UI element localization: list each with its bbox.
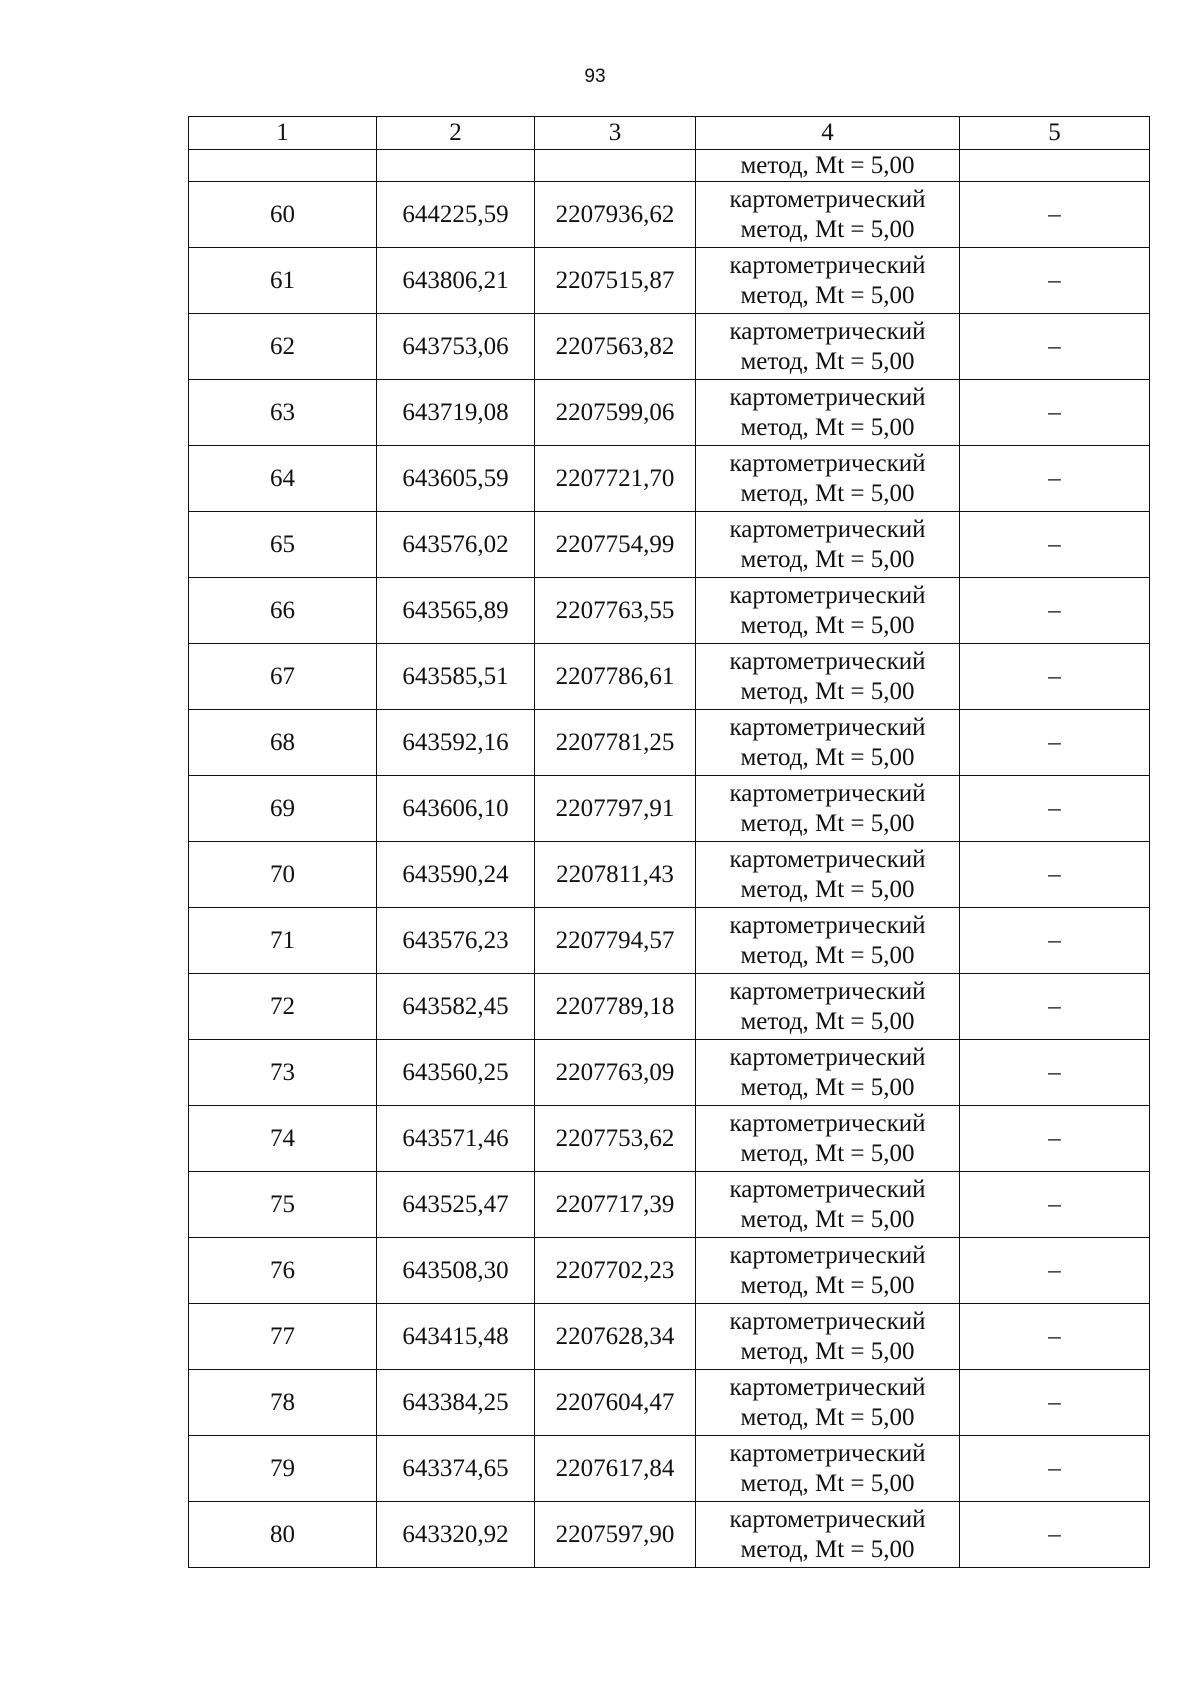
note-cell: – bbox=[960, 578, 1150, 644]
note-cell: – bbox=[960, 512, 1150, 578]
note-cell: – bbox=[960, 974, 1150, 1040]
table-row bbox=[189, 182, 1150, 248]
method-line-1: картометрический bbox=[729, 1241, 926, 1269]
table-row bbox=[189, 1040, 1150, 1106]
y-coordinate-cell: 2207763,09 bbox=[535, 1040, 696, 1106]
method-line-1: картометрический bbox=[729, 383, 926, 411]
y-coordinate-cell: 2207753,62 bbox=[535, 1106, 696, 1172]
method-cell bbox=[696, 710, 960, 776]
point-number-cell: 72 bbox=[189, 974, 377, 1040]
point-number-cell: 63 bbox=[189, 380, 377, 446]
method-line-1: картометрический bbox=[729, 1373, 926, 1401]
coordinates-table bbox=[188, 116, 1150, 1568]
table-row bbox=[189, 1172, 1150, 1238]
header-cell-3: 3 bbox=[535, 117, 696, 150]
y-coordinate-cell: 2207604,47 bbox=[535, 1370, 696, 1436]
x-coordinate-cell: 643565,89 bbox=[377, 578, 535, 644]
note-cell: – bbox=[960, 1502, 1150, 1568]
y-coordinate-cell: 2207781,25 bbox=[535, 710, 696, 776]
note-cell: – bbox=[960, 1436, 1150, 1502]
x-coordinate-cell: 643415,48 bbox=[377, 1304, 535, 1370]
method-line-2: метод, Mt = 5,00 bbox=[740, 545, 915, 573]
note-cell: – bbox=[960, 776, 1150, 842]
method-line-2: метод, Mt = 5,00 bbox=[740, 1205, 915, 1233]
method-line-1: картометрический bbox=[729, 317, 926, 345]
continuation-method-cell: метод, Mt = 5,00 bbox=[696, 150, 960, 182]
note-cell: – bbox=[960, 1238, 1150, 1304]
method-line-1: картометрический bbox=[729, 647, 926, 675]
x-coordinate-cell: 643384,25 bbox=[377, 1370, 535, 1436]
table-row bbox=[189, 578, 1150, 644]
y-coordinate-cell: 2207811,43 bbox=[535, 842, 696, 908]
point-number-cell: 67 bbox=[189, 644, 377, 710]
table-row bbox=[189, 1238, 1150, 1304]
point-number-cell: 69 bbox=[189, 776, 377, 842]
note-cell: – bbox=[960, 1040, 1150, 1106]
method-line-2: метод, Mt = 5,00 bbox=[740, 1007, 915, 1035]
continuation-cell-5 bbox=[960, 150, 1150, 182]
method-line-1: картометрический bbox=[729, 713, 926, 741]
table-row bbox=[189, 710, 1150, 776]
continuation-cell-2 bbox=[377, 150, 535, 182]
x-coordinate-cell: 643753,06 bbox=[377, 314, 535, 380]
method-line-1: картометрический bbox=[729, 911, 926, 939]
note-cell: – bbox=[960, 644, 1150, 710]
method-line-1: картометрический bbox=[729, 1043, 926, 1071]
point-number-cell: 80 bbox=[189, 1502, 377, 1568]
y-coordinate-cell: 2207702,23 bbox=[535, 1238, 696, 1304]
method-cell bbox=[696, 1370, 960, 1436]
method-cell bbox=[696, 182, 960, 248]
table-row bbox=[189, 644, 1150, 710]
x-coordinate-cell: 643571,46 bbox=[377, 1106, 535, 1172]
method-line-2: метод, Mt = 5,00 bbox=[740, 1271, 915, 1299]
y-coordinate-cell: 2207789,18 bbox=[535, 974, 696, 1040]
method-line-1: картометрический bbox=[729, 1307, 926, 1335]
method-cell bbox=[696, 1040, 960, 1106]
method-line-2: метод, Mt = 5,00 bbox=[740, 1139, 915, 1167]
method-line-2: метод, Mt = 5,00 bbox=[740, 1469, 915, 1497]
header-cell-5: 5 bbox=[960, 117, 1150, 150]
method-line-2: метод, Mt = 5,00 bbox=[740, 809, 915, 837]
point-number-cell: 68 bbox=[189, 710, 377, 776]
point-number-cell: 64 bbox=[189, 446, 377, 512]
method-cell bbox=[696, 1304, 960, 1370]
method-line-2: метод, Mt = 5,00 bbox=[740, 479, 915, 507]
table-row bbox=[189, 1436, 1150, 1502]
y-coordinate-cell: 2207628,34 bbox=[535, 1304, 696, 1370]
method-cell bbox=[696, 908, 960, 974]
y-coordinate-cell: 2207763,55 bbox=[535, 578, 696, 644]
method-line-1: картометрический bbox=[729, 1505, 926, 1533]
method-cell bbox=[696, 1502, 960, 1568]
method-cell bbox=[696, 446, 960, 512]
table-row bbox=[189, 1370, 1150, 1436]
table-row bbox=[189, 1106, 1150, 1172]
method-line-1: картометрический bbox=[729, 1439, 926, 1467]
method-line-2: метод, Mt = 5,00 bbox=[740, 875, 915, 903]
note-cell: – bbox=[960, 380, 1150, 446]
method-line-2: метод, Mt = 5,00 bbox=[740, 1535, 915, 1563]
point-number-cell: 74 bbox=[189, 1106, 377, 1172]
method-line-2: метод, Mt = 5,00 bbox=[740, 281, 915, 309]
x-coordinate-cell: 643576,02 bbox=[377, 512, 535, 578]
point-number-cell: 79 bbox=[189, 1436, 377, 1502]
point-number-cell: 75 bbox=[189, 1172, 377, 1238]
y-coordinate-cell: 2207717,39 bbox=[535, 1172, 696, 1238]
method-line-1: картометрический bbox=[729, 1175, 926, 1203]
point-number-cell: 60 bbox=[189, 182, 377, 248]
x-coordinate-cell: 643576,23 bbox=[377, 908, 535, 974]
point-number-cell: 78 bbox=[189, 1370, 377, 1436]
method-line-1: картометрический bbox=[729, 581, 926, 609]
y-coordinate-cell: 2207515,87 bbox=[535, 248, 696, 314]
table-row bbox=[189, 380, 1150, 446]
point-number-cell: 61 bbox=[189, 248, 377, 314]
note-cell: – bbox=[960, 1370, 1150, 1436]
x-coordinate-cell: 643525,47 bbox=[377, 1172, 535, 1238]
point-number-cell: 66 bbox=[189, 578, 377, 644]
method-line-1: картометрический bbox=[729, 251, 926, 279]
method-cell bbox=[696, 1106, 960, 1172]
table-row bbox=[189, 842, 1150, 908]
method-cell bbox=[696, 512, 960, 578]
method-line-2: метод, Mt = 5,00 bbox=[740, 1403, 915, 1431]
continuation-cell-3 bbox=[535, 150, 696, 182]
method-line-2: метод, Mt = 5,00 bbox=[740, 1073, 915, 1101]
table-row bbox=[189, 248, 1150, 314]
table-row bbox=[189, 1502, 1150, 1568]
method-cell bbox=[696, 380, 960, 446]
method-line-1: картометрический bbox=[729, 845, 926, 873]
header-cell-4: 4 bbox=[696, 117, 960, 150]
note-cell: – bbox=[960, 1106, 1150, 1172]
method-line-1: картометрический bbox=[729, 515, 926, 543]
method-cell bbox=[696, 842, 960, 908]
method-line-2: метод, Mt = 5,00 bbox=[740, 677, 915, 705]
header-cell-2: 2 bbox=[377, 117, 535, 150]
table-row bbox=[189, 314, 1150, 380]
note-cell: – bbox=[960, 842, 1150, 908]
page-number: 93 bbox=[584, 66, 606, 87]
method-line-1: картометрический bbox=[729, 185, 926, 213]
note-cell: – bbox=[960, 314, 1150, 380]
point-number-cell: 71 bbox=[189, 908, 377, 974]
y-coordinate-cell: 2207563,82 bbox=[535, 314, 696, 380]
y-coordinate-cell: 2207754,99 bbox=[535, 512, 696, 578]
note-cell: – bbox=[960, 182, 1150, 248]
point-number-cell: 70 bbox=[189, 842, 377, 908]
method-cell bbox=[696, 314, 960, 380]
method-line-2: метод, Mt = 5,00 bbox=[740, 215, 915, 243]
note-cell: – bbox=[960, 248, 1150, 314]
method-cell bbox=[696, 1436, 960, 1502]
y-coordinate-cell: 2207721,70 bbox=[535, 446, 696, 512]
y-coordinate-cell: 2207786,61 bbox=[535, 644, 696, 710]
method-line-1: картометрический bbox=[729, 977, 926, 1005]
method-cell bbox=[696, 776, 960, 842]
method-line-1: картометрический bbox=[729, 1109, 926, 1137]
x-coordinate-cell: 643592,16 bbox=[377, 710, 535, 776]
x-coordinate-cell: 643806,21 bbox=[377, 248, 535, 314]
y-coordinate-cell: 2207797,91 bbox=[535, 776, 696, 842]
x-coordinate-cell: 643374,65 bbox=[377, 1436, 535, 1502]
method-line-2: метод, Mt = 5,00 bbox=[740, 1337, 915, 1365]
x-coordinate-cell: 643560,25 bbox=[377, 1040, 535, 1106]
method-cell bbox=[696, 578, 960, 644]
continuation-row bbox=[189, 150, 1150, 182]
table-row bbox=[189, 908, 1150, 974]
method-line-2: метод, Mt = 5,00 bbox=[740, 413, 915, 441]
y-coordinate-cell: 2207617,84 bbox=[535, 1436, 696, 1502]
method-line-2: метод, Mt = 5,00 bbox=[740, 611, 915, 639]
note-cell: – bbox=[960, 908, 1150, 974]
x-coordinate-cell: 643606,10 bbox=[377, 776, 535, 842]
table-row bbox=[189, 1304, 1150, 1370]
table-row bbox=[189, 446, 1150, 512]
method-cell bbox=[696, 1238, 960, 1304]
point-number-cell: 73 bbox=[189, 1040, 377, 1106]
method-line-2: метод, Mt = 5,00 bbox=[740, 941, 915, 969]
method-cell bbox=[696, 248, 960, 314]
point-number-cell: 65 bbox=[189, 512, 377, 578]
x-coordinate-cell: 643605,59 bbox=[377, 446, 535, 512]
point-number-cell: 76 bbox=[189, 1238, 377, 1304]
method-cell bbox=[696, 974, 960, 1040]
x-coordinate-cell: 643590,24 bbox=[377, 842, 535, 908]
point-number-cell: 77 bbox=[189, 1304, 377, 1370]
y-coordinate-cell: 2207794,57 bbox=[535, 908, 696, 974]
x-coordinate-cell: 643582,45 bbox=[377, 974, 535, 1040]
note-cell: – bbox=[960, 710, 1150, 776]
method-line-1: картометрический bbox=[729, 449, 926, 477]
table-row bbox=[189, 512, 1150, 578]
method-line-2: метод, Mt = 5,00 bbox=[740, 347, 915, 375]
y-coordinate-cell: 2207597,90 bbox=[535, 1502, 696, 1568]
x-coordinate-cell: 643585,51 bbox=[377, 644, 535, 710]
note-cell: – bbox=[960, 1304, 1150, 1370]
note-cell: – bbox=[960, 446, 1150, 512]
method-cell bbox=[696, 644, 960, 710]
method-line-2: метод, Mt = 5,00 bbox=[740, 743, 915, 771]
table-row bbox=[189, 776, 1150, 842]
table-row bbox=[189, 974, 1150, 1040]
x-coordinate-cell: 643508,30 bbox=[377, 1238, 535, 1304]
x-coordinate-cell: 644225,59 bbox=[377, 182, 535, 248]
header-row bbox=[189, 117, 1150, 150]
point-number-cell: 62 bbox=[189, 314, 377, 380]
method-line-1: картометрический bbox=[729, 779, 926, 807]
y-coordinate-cell: 2207599,06 bbox=[535, 380, 696, 446]
header-cell-1: 1 bbox=[189, 117, 377, 150]
x-coordinate-cell: 643320,92 bbox=[377, 1502, 535, 1568]
note-cell: – bbox=[960, 1172, 1150, 1238]
method-cell bbox=[696, 1172, 960, 1238]
continuation-cell-1 bbox=[189, 150, 377, 182]
x-coordinate-cell: 643719,08 bbox=[377, 380, 535, 446]
y-coordinate-cell: 2207936,62 bbox=[535, 182, 696, 248]
